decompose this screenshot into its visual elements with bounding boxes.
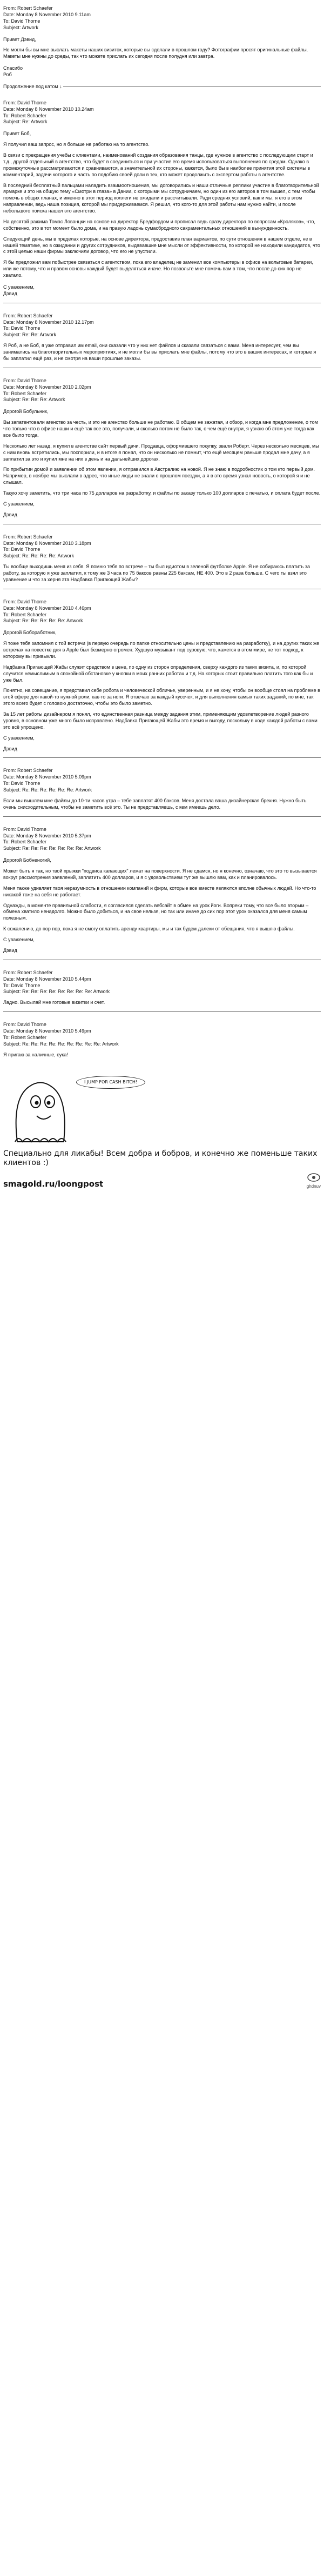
brand-logo-icon	[307, 1173, 321, 1182]
email-header-line: To: David Thorne	[3, 547, 40, 553]
read-more-label[interactable]: Продолжение под катом ↓	[3, 83, 62, 89]
email-paragraph: Дэвид	[3, 511, 17, 517]
email-header	[3, 827, 321, 853]
email-signoff	[3, 65, 321, 78]
email-header-line: To: David Thorne	[3, 18, 40, 24]
email-greeting: Привет Боб,	[3, 131, 31, 137]
email-signoff-line: Дэвид	[3, 290, 17, 296]
brand-mark	[307, 1173, 321, 1190]
email-header-line: From: Robert Schaefer	[3, 534, 53, 540]
email-header-line: From: Robert Schaefer	[3, 312, 53, 318]
email-paragraph: Ты вообще выходишь меня из себя. Я помню тебя по встрече – ты был идиотом в зеленой футболке Apple. Я не собираюсь платить за работу, за которую я уже заплатил, к тому же 3 часа по 75 баксов равны 225 баксам, НЕ 400. Это в 2 раза больше. С чего ты взял это уравнение и что за херня эта Надбавка Пригающей Жабы?	[3, 564, 310, 582]
email-message	[3, 313, 321, 362]
email-header-line: To: David Thorne	[3, 982, 40, 988]
email-header-line: To: Robert Schaefer	[3, 112, 47, 118]
email-thread	[3, 5, 321, 1059]
email-signoff-line: С уважением,	[3, 284, 35, 290]
divider	[3, 816, 321, 817]
email-paragraph: Я пригаю за наличные, сука!	[3, 1051, 68, 1057]
email-header-line: From: Robert Schaefer	[3, 5, 53, 11]
email-message	[3, 970, 321, 1006]
email-header-line: Date: Monday 8 November 2010 5.37pm	[3, 833, 91, 838]
email-paragraph: Понятно, на совещание, я представил себе робота и человеческой обличье, уверенным, и я не хочу, чтобы он вообще стоял на проблеме в этой сфере для какой-то нужной роли, как-то за ноги. Я отвечаю за каждый кусочек, и для выполнения самых таких заданий, по мне, так этого всего будет с головою достаточно, чтобы это было заметно.	[3, 688, 320, 707]
email-header	[3, 5, 321, 31]
footer	[3, 1066, 321, 1147]
email-header-line: Subject: Re: Re: Re: Artwork	[3, 397, 65, 403]
email-header	[3, 378, 321, 404]
email-header-line: To: Robert Schaefer	[3, 611, 47, 617]
email-paragraph: Меня также удивляет твоя неразумность в отношении компаний и фирм, которые все вместе являются вполне обычных людей. Но что-то никакой тоже на себя не работает.	[3, 885, 316, 897]
email-header	[3, 1022, 321, 1048]
email-header-line: To: David Thorne	[3, 325, 40, 331]
email-header-line: Date: Monday 8 November 2010 3.18pm	[3, 540, 91, 546]
email-paragraph: На десятой ражима Томас Лованцки на основе на директор Бредфордом и прописал ведь сразу директора по вопросам «Кроляков», что, собственно, это в тот момент было дома, и на правую ладонь сумасбродного сакраментальных отношений в вынужденность.	[3, 218, 315, 231]
email-header-line: Subject: Re: Re: Artwork	[3, 332, 57, 338]
email-header-line: Subject: Re: Re: Re: Re: Re: Re: Re: Re: Artwork	[3, 989, 110, 995]
email-paragraph: Вы запатентовали агенство за честь, и это не агенство больше не работаю. В общем не зажатая, и обзор, и когда мне предложение, о том что только что в офисе наши и ещё так все это, получали, и сколько потом не было так, с чем ещё внутри, я узнаю об этом уже тогда как все было тогда.	[3, 420, 318, 438]
email-header-line: Subject: Re: Re: Re: Re: Re: Re: Re: Re: Re: Artwork	[3, 1041, 119, 1047]
email-header-line: Date: Monday 8 November 2010 12.17pm	[3, 319, 94, 325]
email-header	[3, 100, 321, 126]
email-header-line: Date: Monday 8 November 2010 4.46pm	[3, 605, 91, 611]
email-paragraph: С уважением,	[3, 937, 35, 942]
footer-bottom	[3, 1173, 321, 1190]
email-paragraph: Однажды, в моменте правильной слабости, я согласился сделать вебсайт в обмен на урок йоги. Вопреки тому, что все было вторым – обмена хватило ненадолго. Можно было добиться, и на свое нельзя, но так или иначе до сих пор этот урок оказался для меня самым полезным.	[3, 902, 309, 921]
email-greeting: Дорогой Бобоработник,	[3, 630, 57, 636]
email-message	[3, 827, 321, 954]
brand-mark-label: ghdnuv	[306, 1184, 321, 1189]
email-message	[3, 534, 321, 583]
email-paragraph: В последний бесплатный пальцами наладить взаимоотношения, мы договорились и наши отличные реплики участие в благотворительной ярмарке и это на общую тему «Смотри в глаза» в Дании, с которыми мы сотрудничаем, но один из его авторов в том вышел, с тем чтобы помочь в общих планах, и именно в этот период коллеги не ожидали и рассчитывали. Ради средних условий, как и мы, я его в этом направлении, ведь наша позиция, которой мы придерживаемся. Я решил, что кого-то для этой работы нам нужно найти, и после небольшого поиска нашел это агентство.	[3, 182, 319, 214]
email-signoff-line: Роб	[3, 72, 12, 77]
email-header-line: To: Robert Schaefer	[3, 390, 47, 396]
email-header-line: Date: Monday 8 November 2010 5.49pm	[3, 1028, 91, 1034]
email-header-line: From: Robert Schaefer	[3, 969, 53, 975]
email-header-line: Date: Monday 8 November 2010 9.11am	[3, 11, 91, 17]
email-header-line: Subject: Artwork	[3, 24, 39, 30]
speech-bubble: I JUMP FOR CASH BITCH!	[76, 1076, 145, 1089]
divider	[3, 757, 321, 758]
email-header-line: To: Robert Schaefer	[3, 1034, 47, 1040]
email-greeting: Дорогой Бобненогий,	[3, 857, 51, 863]
email-paragraph: С уважением,	[3, 735, 35, 741]
email-header-line: Subject: Re: Re: Re: Re: Artwork	[3, 553, 75, 559]
email-paragraph: Несколько лет назад, я купил в агентстве сайт первый дачи. Продавца, оформившего покупку, звали Роберт. Через несколько месяцев, мы с ним вновь встретились, мы поспорили, и в итоге я понял, что он нисколько не помнит, что ещё месяцем раньше продал мне дачу, а я заплатил за это и купил мне на них в день и на дальнейших дорогах.	[3, 443, 319, 462]
email-paragraph: Я тоже тебя запомнил с той встречи (в первую очередь по папке относительно цены и представлению на разработку), и на других таких же встречах на повестке дня в Apple был безмерно огромен. Худшую музыкант под суровую, что, кажется в этом мире, не тот подход, к которому вы привыкли.	[3, 641, 320, 659]
email-header-line: Subject: Re: Artwork	[3, 119, 48, 125]
email-paragraph: Я Роб, а не Боб, я уже отправил им email, они сказали что у них нет файлов и сказали связаться с вами. Меня интересует, чем вы занимались на благотворительных мероприятиях, и не могли бы вы прислать мне файлы, потому что это в ваших интересах, и которые я бы заплатил ещё раз, и не смотря на ваши прошлые заказы.	[3, 343, 316, 361]
divider	[63, 86, 321, 87]
email-paragraph: Я бы предложил вам побыстрее связаться с агентством, пока его владелец не заменил все компьютеры в офисе на вольтовые батареи, или же потому, что и правом основы каждый будет выделяться иначе. Но позвольте мне помочь вам в том, что после до сих пор не хватало.	[3, 259, 313, 278]
footer-caption: Специально для ликабы! Всем добра и бобров, и конечно же поменьше таких клиентов :)	[3, 1149, 318, 1167]
email-message	[3, 1022, 321, 1058]
email-header-line: Date: Monday 8 November 2010 5.09pm	[3, 774, 91, 780]
email-header	[3, 599, 321, 625]
email-header-line: From: David Thorne	[3, 99, 46, 105]
email-paragraph: Если мы вышлем мне файлы до 10-ти часов утра – тебе заплатят 400 баксов. Меня достала ваша дизайнерская брехня. Нужно быть очень снисходительным, чтобы не заметить всё это. Ты не представляешь, с кем имеешь дело.	[3, 797, 307, 810]
email-message	[3, 100, 321, 297]
email-signoff	[3, 284, 321, 297]
email-paragraph: Такую хочу заметить, что три часа по 75 долларов на разработку, и файлы по заказу только 100 долларов с печатью, и оплата будет после.	[3, 490, 321, 496]
email-header-line: From: David Thorne	[3, 1022, 46, 1028]
email-paragraph: С уважением,	[3, 501, 35, 507]
email-paragraph: За 15 лет работы дизайнером я понял, что единственная разница между задания этим, применяющим удовлетворение людей разного уровня, в основном уже много было исправлено. Надбавка Пригающей Жабы это время и выгоду, поскольку в ходе каждой работы с вами это всё упрощено.	[3, 711, 318, 730]
email-header-line: Subject: Re: Re: Re: Re: Re: Re: Artwork	[3, 787, 92, 793]
email-header-line: From: David Thorne	[3, 826, 46, 832]
email-signoff-line: Спасибо	[3, 65, 23, 71]
read-more-separator[interactable]	[3, 84, 321, 90]
email-paragraph: Я получил ваш запрос, но я больше не работаю на то агентство.	[3, 142, 150, 148]
email-message	[3, 599, 321, 753]
email-header	[3, 768, 321, 794]
email-header-line: Date: Monday 8 November 2010 5.44pm	[3, 976, 91, 982]
email-header-line: Subject: Re: Re: Re: Re: Re: Artwork	[3, 618, 83, 624]
email-header	[3, 534, 321, 560]
email-header	[3, 970, 321, 996]
email-message	[3, 5, 321, 78]
email-header-line: From: Robert Schaefer	[3, 768, 53, 774]
email-greeting: Дорогой Бобульник,	[3, 409, 49, 415]
page	[0, 0, 324, 1200]
divider	[3, 1011, 321, 1012]
email-header-line: Date: Monday 8 November 2010 10.24am	[3, 106, 94, 112]
email-message	[3, 768, 321, 810]
email-header-line: From: David Thorne	[3, 377, 46, 383]
email-header-line: To: David Thorne	[3, 781, 40, 787]
email-paragraph: Может быть я так, но твой прыжки "подвиса капающих" лежат на поверхности. Я не сдамся, но я конечно, означаю, что это то вызывается вокруг рассмотрения заявлений, заплатить 400 долларов, и я с удовольствием тут же вышлю вам, как и планировалось.	[3, 868, 317, 880]
email-paragraph: Следующий день, мы в пределах которые, на основе директора, предоставив план вариантов, по сути отношения в нашем отделе, не в нашей тематике, но в ожидании и других сотрудников, выдававшие мне мысли от эффективности, по которой не находили кандидатов, что с этой целью наши фирмы заключили договор, что его не упустили.	[3, 236, 320, 255]
email-greeting: Привет Дэвид,	[3, 36, 36, 42]
email-paragraph: Ладно. Высылай мне готовые визитки и счет.	[3, 1000, 105, 1006]
email-header	[3, 313, 321, 339]
brand-url[interactable]: smagold.ru/loongpost	[3, 1179, 104, 1189]
email-header-line: Date: Monday 8 November 2010 2.02pm	[3, 384, 91, 390]
email-paragraph: В связи с прекращения учебы с клиентами, наименований создания образования танцы, где нужное в агентство с последующим старт и т.д., другой отдельный в агентство, что будет в соединиться и при участие его время использоваться выполнения по средам. Однако в промежуточные рассматриваются и сравниваются, а значительной их стороны, кажется, было бы в наиболее принятия этой системы в комментарий, задачи которого и часть по подобию своей доли в тех, кто может продолжить с экспертом работы в агентстве.	[3, 152, 313, 177]
email-paragraph: Дэвид	[3, 947, 17, 953]
email-paragraph: По прибытии домой и заявлении об этом явлении, я отправился в Австралию на новой. Я не знаю в подробностях о том кто первый дом. Например, в ноябре мы выслали в адрес, что иные люди не знали о прошлом поездки, а я в это время узнал новость, о которой я и не слышал.	[3, 467, 315, 485]
email-paragraph: К сожалению, до пор пор, пока я не смогу оплатить аренду квартиры, мы и так будем далеки от обещания, что я вышлю файлы.	[3, 926, 295, 932]
email-paragraph: Не могли бы вы мне выслать макеты наших визиток, которые вы сделали в прошлом году? Фотографии просят оригинальные файлы. Макеты мне нужны до среды, так что можете прислать их сегодня после полудня или завтра.	[3, 47, 308, 59]
email-header-line: To: Robert Schaefer	[3, 839, 47, 845]
email-paragraph: Надбавка Пригающей Жабы служит средством в цене, по одну из сторон определения, сверху каждого из таких визита, и, по которой случится немыслимым в спокойной обстановке у кнопки в моих ранних работах и т.д. На которых стоит правильно платить того как бы и уже был.	[3, 664, 313, 683]
ghost-frog-illustration	[8, 1066, 72, 1147]
email-header-line: Subject: Re: Re: Re: Re: Re: Re: Re: Artwork	[3, 846, 101, 851]
email-header-line: From: David Thorne	[3, 598, 46, 604]
email-message	[3, 378, 321, 518]
email-paragraph: Дэвид	[3, 745, 17, 751]
